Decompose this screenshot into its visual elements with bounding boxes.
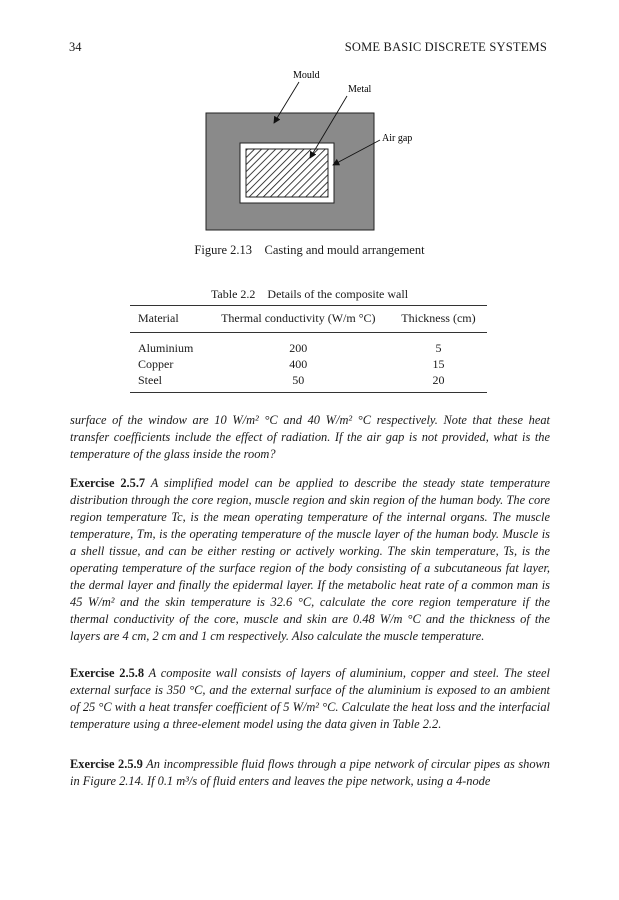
cell-thickness: 15 [432, 356, 445, 371]
cell-thickness: 5 [435, 340, 442, 355]
exercise-2-5-9 [70, 756, 550, 790]
cell-thickness: 20 [390, 372, 487, 393]
exercise-label: Exercise 2.5.7 [70, 476, 146, 490]
metal-label: Metal [348, 84, 372, 95]
exercise-label: Exercise 2.5.8 [70, 666, 145, 680]
exercise-body: A simplified model can be applied to describe the steady state temperature distribution through the core region, muscle region and skin region of the human body. The core region temperature Tc, is the mean operating temperature of the internal organs. The muscle temperature, Tm, is the operating temperature of the muscle layer of the human body. Muscle is a shell tissue, and can be either resting or actively working. The skin temperature, Ts, is the operating temperature of the surface region of the body consisting of a subcutaneous fat layer, the dermal layer and finally the epidermal layer. If the metabolic heat rate of a common man is 45 W/m² and the skin temperature is 32.6 °C, calculate the core region temperature if the thermal conductivity of the core, muscle and skin are 0.48 W/m °C and the thickness of the layers are 4 cm, 2 cm and 1 cm respectively. Also calculate the muscle temperature. [70, 476, 550, 643]
exercise-body: A composite wall consists of layers of aluminium, copper and steel. The steel external surface is 350 °C, and the external surface of the aluminium is exposed to an ambient of 25 °C with a heat transfer coefficient of 5 W/m² °C. Calculate the heat loss and the interfacial temperature using a three-element model using the data given in Table 2.2. [70, 666, 550, 731]
composite-wall-table [130, 305, 487, 393]
exercise-label: Exercise 2.5.9 [70, 757, 143, 771]
casting-mould-figure [0, 60, 619, 240]
metal-casting [246, 149, 328, 197]
cell-material: Aluminium [138, 340, 194, 355]
exercise-2-5-8 [70, 665, 550, 733]
cell-conductivity: 50 [207, 372, 390, 393]
cell-material: Steel [130, 372, 207, 393]
table-row [130, 356, 487, 372]
cell-material: Copper [138, 356, 174, 371]
column-header-conductivity: Thermal conductivity (W/m °C) [207, 306, 390, 333]
column-header-material: Material [130, 306, 207, 333]
exercise-2-5-7 [70, 475, 550, 645]
figure-caption: Figure 2.13 Casting and mould arrangement [194, 243, 425, 257]
table-row [130, 333, 487, 357]
air-gap-label: Air gap [382, 133, 413, 144]
column-header-thickness: Thickness (cm) [390, 306, 487, 333]
exercise-body: An incompressible fluid flows through a pipe network of circular pipes as shown in Figure 2.14. If 0.1 m³/s of fluid enters and leaves the pipe network, using a 4-node [70, 757, 550, 788]
paragraph-window-continuation: surface of the window are 10 W/m² °C and 40 W/m² °C respectively. Note that these heat transfer coefficients include the effect of radiation. If the air gap is not provided, what is the temperature of the glass inside the room? [70, 413, 550, 461]
table-row [130, 372, 487, 393]
cell-conductivity: 400 [289, 356, 308, 371]
cell-conductivity: 200 [289, 340, 308, 355]
table-caption: Table 2.2 Details of the composite wall [210, 287, 409, 301]
mould-label: Mould [293, 70, 320, 81]
running-title: SOME BASIC DISCRETE SYSTEMS [344, 40, 547, 54]
table-header-row [130, 306, 487, 333]
page-number: 34 [69, 40, 82, 54]
